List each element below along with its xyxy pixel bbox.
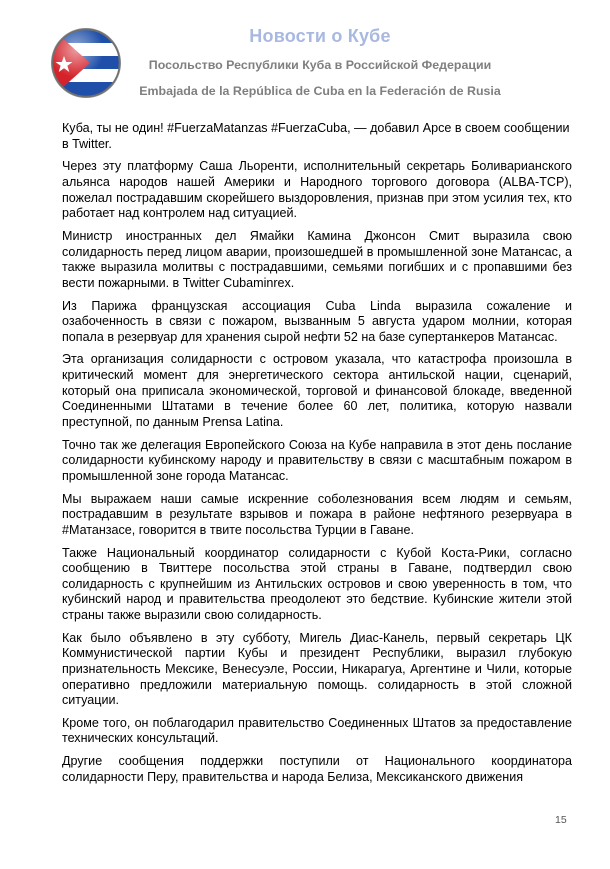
page-number: 15 bbox=[555, 814, 567, 826]
paragraph: Министр иностранных дел Ямайки Камина Джонсон Смит выразила свою солидарность перед лицом аварии, произошедшей в промышленной зоне Матансас, а также выразила молитвы с пострадавшими, семьями погибших и с пропавшими без вести пожарными. в Twitter Cubaminrex. bbox=[62, 228, 572, 290]
paragraph: Также Национальный координатор солидарности с Кубой Коста-Рики, согласно сообщению в Твиттере посольства этой страны в Гаване, подтвердил свою солидарность с крупнейшим из Антильских островов и свою уверенность в том, что кубинский народ и правительства преодолеют это бедствие. Кубинские жители этой страны также выразили свою солидарность. bbox=[62, 545, 572, 622]
paragraph: Другие сообщения поддержки поступили от Национального координатора солидарности Перу, правительства и народа Белиза, Мексиканского движения bbox=[62, 754, 572, 784]
cuban-flag-globe-icon bbox=[50, 27, 122, 99]
paragraph: Как было объявлено в эту субботу, Мигель Диас-Канель, первый секретарь ЦК Коммунистической партии Кубы и президент Республики, выразил глубокую признательность Мексике, Венесуэле, России, Никарагуа, Аргентине и Чили, которые оперативно предложили материальную помощь. солидарность в этой сложной ситуации. bbox=[62, 630, 572, 708]
paragraph: Точно так же делегация Европейского Союза на Кубе направила в этот день послание солидарности кубинскому народу и правительству в связи с масштабным пожаром в промышленной зоне города Матансас. bbox=[62, 437, 572, 483]
embassy-name-spanish: Embajada de la República de Cuba en la Federación de Rusia bbox=[139, 84, 501, 98]
publication-title: Новости о Кубе bbox=[249, 26, 391, 46]
embassy-name-russian: Посольство Республики Куба в Российской Федерации bbox=[148, 58, 492, 72]
article-body bbox=[62, 121, 572, 793]
paragraph: Куба, ты не один! #FuerzaMatanzas #FuerzaCuba, — добавил Арсе в своем сообщении в Twitter. bbox=[62, 121, 570, 151]
paragraph: Через эту платформу Саша Льоренти, исполнительный секретарь Боливарианского альянса народов нашей Америки и Народного торгового договора (ALBA-TCP), пожелал пострадавшим скорейшего выздоровления, признав при этом усилия тех, кто работает над контролем над ситуацией. bbox=[62, 159, 572, 221]
paragraph: Мы выражаем наши самые искренние соболезнования всем людям и семьям, пострадавшим в результате взрывов и пожара в районе нефтяного резервуара в #Матанзасе, говорится в твите посольства Турции в Гаване. bbox=[62, 491, 572, 537]
paragraph: Из Парижа французская ассоциация Cuba Linda выразила сожаление и озабоченность в связи с пожаром, вызванным 5 августа ударом молнии, которая попала в резервуар для хранения сырой нефти 52 на базе супертанкеров Матансас. bbox=[62, 298, 572, 344]
document-header bbox=[0, 0, 610, 110]
paragraph: Кроме того, он поблагодарил правительство Соединенных Штатов за предоставление технических консультаций. bbox=[62, 715, 572, 746]
paragraph: Эта организация солидарности с островом указала, что катастрофа произошла в критический момент для энергетического сектора антильской нации, сценарий, который она приписала экономической, торговой и финансовой блокаде, введенной Соединенными Штатами в течение более 60 лет, политика, которую назвали преступной, по данным Prensa Latina. bbox=[62, 352, 572, 429]
